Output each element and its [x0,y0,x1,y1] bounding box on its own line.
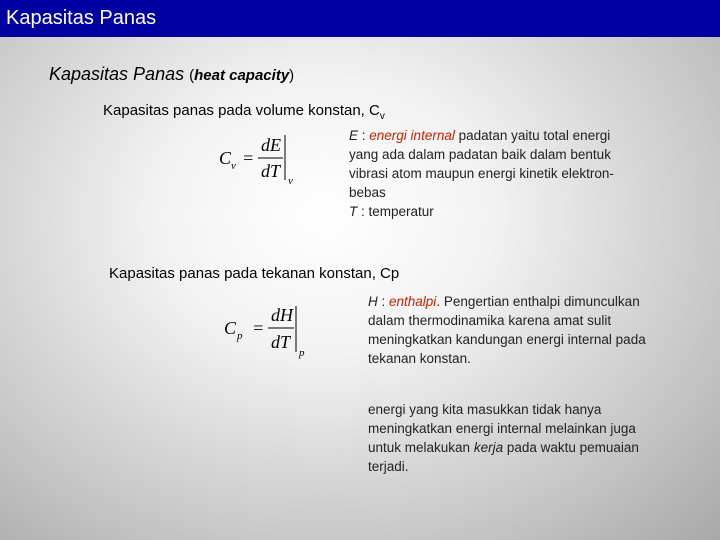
cp-desc2-after: pada waktu pemuaian terjadi. [368,440,639,474]
heading-english-term: heat capacity [194,67,290,84]
cv-formula-lhs: C [219,148,232,168]
cp-desc-sep: : [377,294,390,309]
cp-label: Kapasitas panas pada tekanan konstan, Cp [109,265,400,282]
cv-formula-den: dT [261,161,281,181]
cv-formula [215,130,305,190]
cv-description [349,126,629,221]
section-heading [49,64,294,85]
heading-subtitle [189,67,294,84]
cv-desc-t-var: T [349,204,358,219]
cp-formula-lhs-sub: p [237,330,243,342]
cp-formula-den: dT [271,332,291,352]
cp-desc-text: . Pengertian enthalpi dimunculkan dalam thermodinamika karena amat sulit meningkatkan kandungan energi internal pada tekanan konstan. [368,294,646,366]
cv-label-subscript: v [379,111,385,122]
cv-label-text: Kapasitas panas pada volume konstan, C [103,102,380,119]
cp-desc-term: enthalpi [389,294,437,309]
cp-formula-lhs: C [224,318,237,338]
cv-formula-eq: = [242,148,255,168]
cp-description [368,292,658,368]
cv-formula-lhs-sub: v [231,160,236,172]
paren-open: ( [189,67,195,84]
cv-desc-text: padatan yaitu total energi yang ada dalam padatan baik dalam bentuk vibrasi atom maupun energi kinetik elektron-bebas [349,128,614,200]
cp-formula-num: dH [271,305,293,325]
cp-formula-eq: = [252,318,265,338]
cp-desc-var: H [368,294,378,309]
heading-main: Kapasitas Panas [49,64,185,84]
cp-formula-bar-sub: p [299,347,305,359]
cv-desc-sep: : [358,128,370,143]
cp-desc2-term: kerja [473,440,504,455]
cv-label [103,102,385,122]
cp-desc2-before: energi yang kita masukkan tidak hanya meningkatkan energi internal melainkan juga untuk melakukan [368,402,636,455]
cv-formula-num: dE [261,135,281,155]
cv-desc-term: energi internal [369,128,455,143]
cv-formula-bar-sub: v [288,175,293,187]
cv-desc-var: E [349,128,359,143]
cp-description-2 [368,400,658,476]
cv-desc-t-text: : temperatur [357,204,434,219]
paren-close: ) [289,67,295,84]
cp-formula [220,302,315,364]
slide-title: Kapasitas Panas [0,0,720,37]
